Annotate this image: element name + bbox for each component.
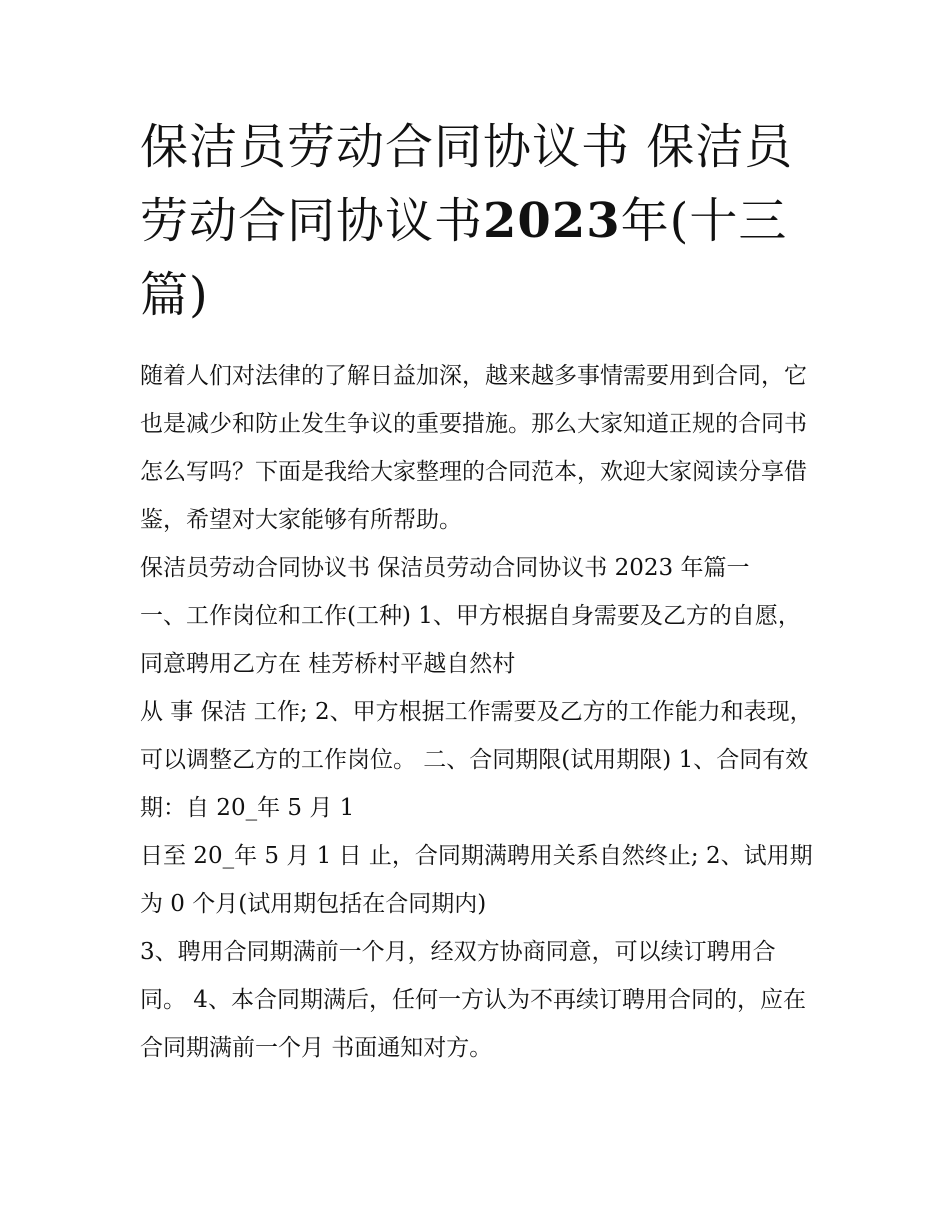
document-page	[140, 110, 820, 1072]
document-title	[140, 110, 820, 332]
section-heading: 保洁员劳动合同协议书 保洁员劳动合同协议书 2023 年篇一	[140, 555, 750, 581]
intro-paragraph: 随着人们对法律的了解日益加深，越来越多事情需要用到合同，它也是减少和防止发生争议的重要措施。那么大家知道正规的合同书怎么写吗？下面是我给大家整理的合同范本，欢迎大家阅读分享借鉴，希望对大家能够有所帮助。	[140, 363, 807, 533]
title-text-2: 年(十三篇)	[140, 193, 788, 323]
body-paragraph: 3、聘用合同期满前一个月，经双方协商同意，可以续订聘用合同。 4、本合同期满后，任何一方认为不再续订聘用合同的，应在合同期满前一个月 书面通知对方。	[140, 939, 806, 1061]
title-year: 2023	[483, 193, 621, 249]
body-paragraph: 一、工作岗位和工作(工种) 1、甲方根据自身需要及乙方的自愿，同意聘用乙方在 桂芳桥村平越自然村	[140, 603, 801, 677]
body-paragraph: 从 事 保洁 工作; 2、甲方根据工作需要及乙方的工作能力和表现，可以调整乙方的工作岗位。 二、合同期限(试用期限) 1、合同有效期：自 20_年 5 月 1	[140, 699, 813, 821]
body-paragraph: 日至 20_年 5 月 1 日 止，合同期满聘用关系自然终止; 2、试用期为 0 个月(试用期包括在合同期内)	[140, 843, 813, 917]
title-text-1: 保洁员劳动合同协议书 保洁员劳动合同协议书	[140, 119, 794, 249]
